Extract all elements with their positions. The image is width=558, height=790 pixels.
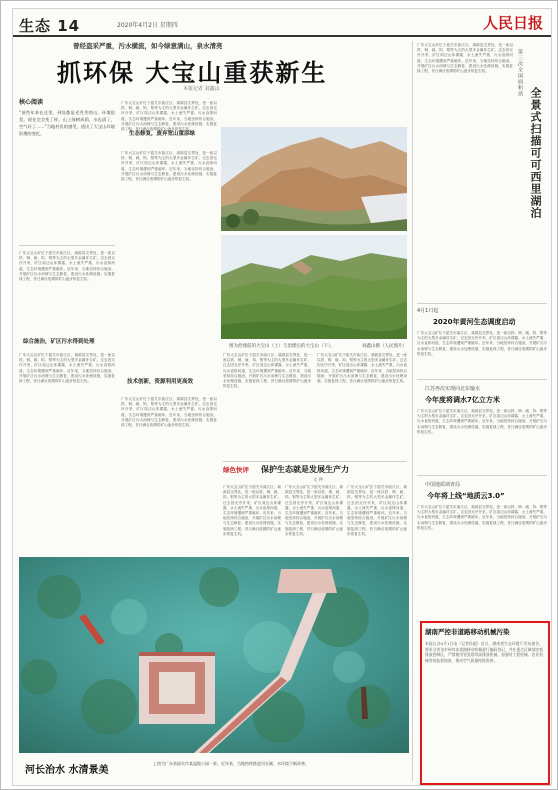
photo-credit: 刘鑫山摄（人民图片） bbox=[362, 344, 407, 349]
brief3-kicker: 中国地质调查局 bbox=[425, 482, 461, 488]
brief2-body: 广东大宝山矿位于韶关市曲江区、翁源县交界处，是一座以铁、铜、硫、钨、钼等为主的大型多金属伴生矿。过去因无序开采，矿区周边山体裸露，水土流失严重，污水直排河道，生态环境遭到严重破坏。近年来，当地坚持综合施治，开展矿区污水治理与生态修复，建设污水处理设施，实施复绿工程，昔日满目疮痍的矿山逐步恢复生机。 bbox=[417, 409, 547, 434]
brief3-body: 广东大宝山矿位于韶关市曲江区、翁源县交界处，是一座以铁、铜、硫、钨、钼等为主的大型多金属伴生矿。过去因无序开采，矿区周边山体裸露，水土流失严重，污水直排河道，生态环境遭到严重破坏。近年来，当地坚持综合施治，开展矿区污水治理与生态修复，建设污水处理设施，实施复绿工程，昔日满目疮痍的矿山逐步恢复生机。 bbox=[417, 505, 547, 530]
lead-body-col4: 广东大宝山矿位于韶关市曲江区、翁源县交界处，是一座以铁、铜、硫、钨、钼等为主的大型多金属伴生矿。过去因无序开采，矿区周边山体裸露，水土流失严重，污水直排河道，生态环境遭到严重破坏。近年来，当地坚持综合施治，开展矿区污水治理与生态修复，建设污水处理设施，实施复绿工程，昔日满目疮痍的矿山逐步恢复生机。 bbox=[317, 353, 407, 384]
subhead-technology: 技术创新，资源利用更高效 bbox=[127, 379, 194, 385]
date-line: 2020年4月2日 星期四 bbox=[117, 22, 178, 29]
commentary-col1: 广东大宝山矿位于韶关市曲江区、翁源县交界处，是一座以铁、铜、硫、钨、钼等为主的大型多金属伴生矿。过去因无序开采，矿区周边山体裸露，水土流失严重，污水直排河道，生态环境遭到严重破坏。近年来，当地坚持综合施治，开展矿区污水治理与生态修复，建设污水处理设施，实施复绿工程，昔日满目疮痍的矿山逐步恢复生机。 bbox=[223, 485, 281, 536]
lead-byline: 本报记者 刘鑫山 bbox=[183, 86, 220, 92]
right-divider-1 bbox=[417, 303, 547, 304]
brief1-kicker: 4月1日起 bbox=[417, 308, 439, 314]
brief4-body: 本报长沙4月1日电（记者孙超）近日，湖南省生态环境厅发布通告，要求全省各市州对非道路移动机械进行编码登记，并在重点区域划定低排放控制区，严禁使用冒黑烟等高排放机械，加强对工程机械、农业机械等的监督抽查，推动空气质量持续改善。 bbox=[425, 641, 543, 663]
core-reading-divider bbox=[19, 245, 115, 246]
newspaper-logo: 人民日报 bbox=[482, 14, 543, 32]
photo-after-restoration bbox=[221, 235, 407, 339]
lead-body-col3: 广东大宝山矿位于韶关市曲江区、翁源县交界处，是一座以铁、铜、硫、钨、钼等为主的大型多金属伴生矿。过去因无序开采，矿区周边山体裸露，水土流失严重，污水直排河道，生态环境遭到严重破坏。近年来，当地坚持综合施治，开展矿区污水治理与生态修复，建设污水处理设施，实施复绿工程，昔日满目疮痍的矿山逐步恢复生机。 bbox=[223, 353, 311, 389]
lead-body-col1b: 广东大宝山矿位于韶关市曲江区、翁源县交界处，是一座以铁、铜、硫、钨、钼等为主的大型多金属伴生矿。过去因无序开采，矿区周边山体裸露，水土流失严重，污水直排河道，生态环境遭到严重破坏。近年来，当地坚持综合施治，开展矿区污水治理与生态修复，建设污水处理设施，实施复绿工程，昔日满目疮痍的矿山逐步恢复生机。 bbox=[19, 353, 115, 384]
newspaper-page bbox=[12, 8, 552, 786]
photo-caption: 图为治理前的大宝山（上）与治理后的大宝山（下）。 bbox=[229, 344, 335, 349]
section-label: 生态 14 bbox=[19, 17, 81, 35]
brief3-title: 今年将上线“地质云3.0” bbox=[427, 492, 505, 500]
lead-headline: 抓环保 大宝山重获新生 bbox=[57, 59, 328, 87]
bottom-feature-title: 河长治水 水清景美 bbox=[25, 765, 109, 776]
lead-body-col2b: 广东大宝山矿位于韶关市曲江区、翁源县交界处，是一座以铁、铜、硫、钨、钼等为主的大型多金属伴生矿。过去因无序开采，矿区周边山体裸露，水土流失严重，污水直排河道，生态环境遭到严重破坏。近年来，当地坚持综合施治，开展矿区污水治理与生态修复，建设污水处理设施，实施复绿工程，昔日满目疮痍的矿山逐步恢复生机。 bbox=[121, 151, 217, 182]
photo-before-restoration bbox=[221, 127, 407, 231]
masthead-rule bbox=[13, 35, 551, 37]
right-feature-body: 广东大宝山矿位于韶关市曲江区、翁源县交界处，是一座以铁、铜、硫、钨、钼等为主的大型多金属伴生矿。过去因无序开采，矿区周边山体裸露，水土流失严重，污水直排河道，生态环境遭到严重破坏。近年来，当地坚持综合施治，开展矿区污水治理与生态修复，建设污水处理设施，实施复绿工程，昔日满目疮痍的矿山逐步恢复生机。 bbox=[417, 43, 513, 74]
lead-body-col2c: 广东大宝山矿位于韶关市曲江区、翁源县交界处，是一座以铁、铜、硫、钨、钼等为主的大型多金属伴生矿。过去因无序开采，矿区周边山体裸露，水土流失严重，污水直排河道，生态环境遭到严重破坏。近年来，当地坚持综合施治，开展矿区污水治理与生态修复，建设污水处理设施，实施复绿工程，昔日满目疮痍的矿山逐步恢复生机。 bbox=[121, 397, 217, 428]
brief2-kicker: 江苏再次实现向北东输水 bbox=[425, 386, 481, 392]
lead-kicker: 曾经盗采严重，污水横流，如今绿意满山，泉水清亮 bbox=[73, 42, 223, 50]
commentary-author: 文 仲 bbox=[313, 478, 324, 483]
subhead-restoration: 生态修复，废弃宽山重添绿 bbox=[129, 131, 196, 137]
bottom-photo-caption: 上图为广东省韶关市某湿地公园一景。近年来，当地持续推进河长制，水环境不断改善。 bbox=[153, 761, 309, 766]
core-reading-label: 核心阅读 bbox=[19, 99, 44, 106]
right-vertical-title: 全景式扫描可可西里湖泊 bbox=[529, 87, 542, 219]
core-reading-text: “前些年来在这里，到处都是光秃秃的山，环境很差。现在完全变了样，山上绿树成荫，水也清了，空气好了……”当地村民的感受，道出了大宝山环境治理的变化。 bbox=[19, 110, 115, 136]
lead-body-col1a: 广东大宝山矿位于韶关市曲江区、翁源县交界处，是一座以铁、铜、硫、钨、钼等为主的大型多金属伴生矿。过去因无序开采，矿区周边山体裸露，水土流失严重，污水直排河道，生态环境遭到严重破坏。近年来，当地坚持综合施治，开展矿区污水治理与生态修复，建设污水处理设施，实施复绿工程，昔日满目疮痍的矿山逐步恢复生机。 bbox=[19, 251, 115, 282]
column-divider bbox=[412, 41, 413, 781]
right-vertical-kicker: 第三次全国面积消 bbox=[517, 49, 523, 97]
commentary-divider bbox=[223, 461, 407, 462]
brief2-title: 今年度将调水7亿立方米 bbox=[425, 396, 500, 404]
photo-wetland bbox=[19, 557, 409, 753]
commentary-title: 保护生态就是发展生产力 bbox=[261, 465, 349, 474]
commentary-col2: 广东大宝山矿位于韶关市曲江区、翁源县交界处，是一座以铁、铜、硫、钨、钼等为主的大型多金属伴生矿。过去因无序开采，矿区周边山体裸露，水土流失严重，污水直排河道，生态环境遭到严重破坏。近年来，当地坚持综合施治，开展矿区污水治理与生态修复，建设污水处理设施，实施复绿工程，昔日满目疮痍的矿山逐步恢复生机。 bbox=[285, 485, 343, 536]
subhead-pollution: 综合施治，矿区污水得到处理 bbox=[23, 339, 95, 345]
lead-body-col2a: 广东大宝山矿位于韶关市曲江区、翁源县交界处，是一座以铁、铜、硫、钨、钼等为主的大型多金属伴生矿。过去因无序开采，矿区周边山体裸露，水土流失严重，污水直排河道，生态环境遭到严重破坏。近年来，当地坚持综合施治，开展矿区污水治理与生态修复，建设污水处理设施，实施复绿工程，昔日满目疮痍的矿山逐步恢复生机。 bbox=[121, 101, 217, 132]
brief1-title: 2020年黄河生态调度启动 bbox=[433, 318, 516, 326]
right-divider-2 bbox=[417, 379, 547, 380]
right-divider-3 bbox=[417, 475, 547, 476]
brief1-body: 广东大宝山矿位于韶关市曲江区、翁源县交界处，是一座以铁、铜、硫、钨、钼等为主的大型多金属伴生矿。过去因无序开采，矿区周边山体裸露，水土流失严重，污水直排河道，生态环境遭到严重破坏。近年来，当地坚持综合施治，开展矿区污水治理与生态修复，建设污水处理设施，实施复绿工程，昔日满目疮痍的矿山逐步恢复生机。 bbox=[417, 331, 547, 356]
brief4-title: 湖南严控非道路移动机械污染 bbox=[425, 628, 510, 636]
commentary-col3: 广东大宝山矿位于韶关市曲江区、翁源县交界处，是一座以铁、铜、硫、钨、钼等为主的大型多金属伴生矿。过去因无序开采，矿区周边山体裸露，水土流失严重，污水直排河道，生态环境遭到严重破坏。近年来，当地坚持综合施治，开展矿区污水治理与生态修复，建设污水处理设施，实施复绿工程，昔日满目疮痍的矿山逐步恢复生机。 bbox=[347, 485, 407, 536]
commentary-label: 绿色快评 bbox=[223, 466, 249, 474]
